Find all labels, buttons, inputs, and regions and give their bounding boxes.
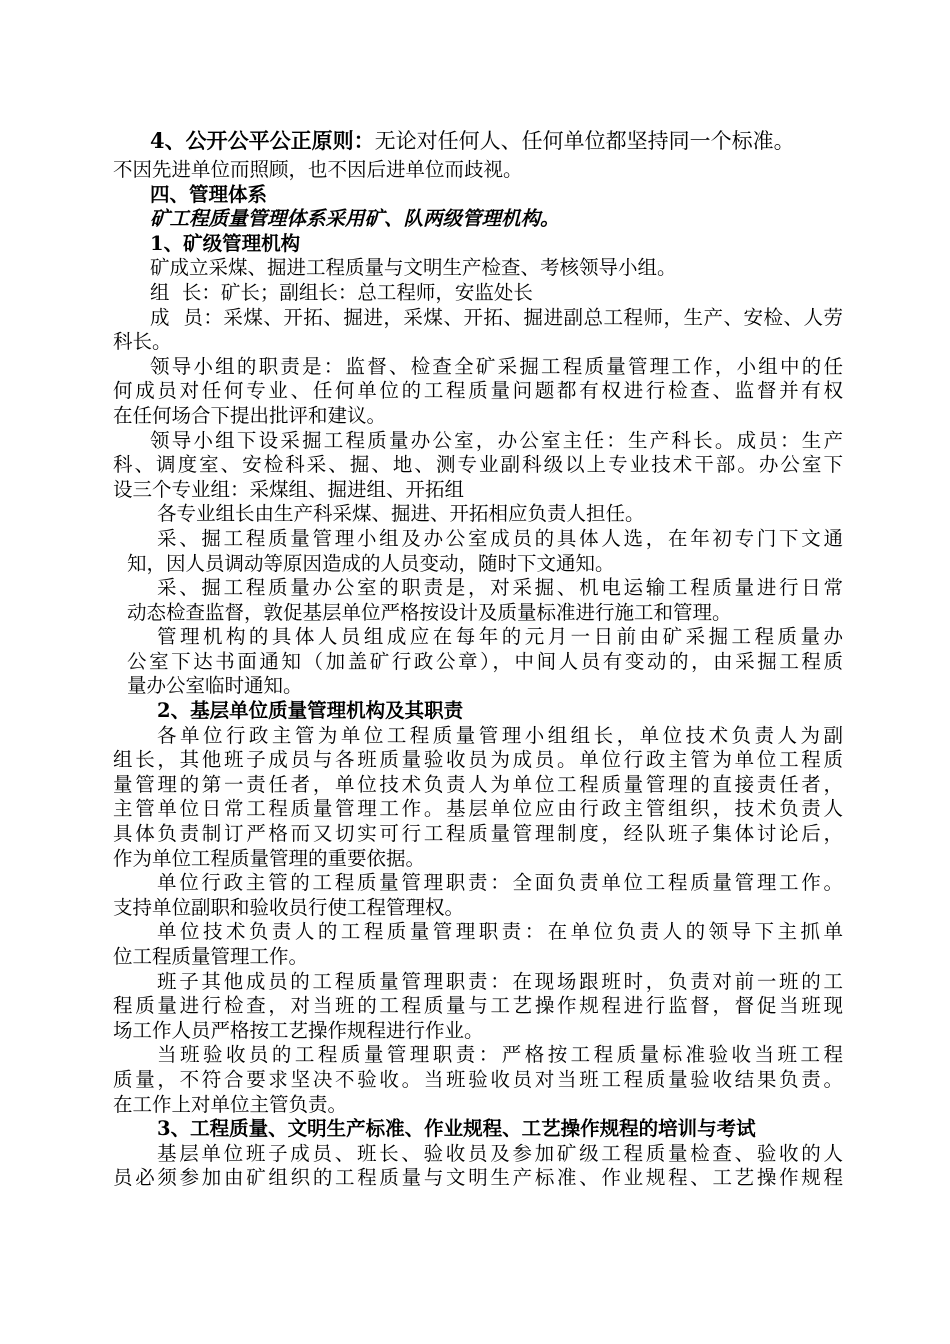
paragraph-continuation: 动态检查监督，敦促基层单位严格按设计及质量标准进行施工和管理。 <box>127 600 732 624</box>
section-3-title: 3、工程质量、文明生产标准、作业规程、工艺操作规程的培训与考试 <box>157 1117 756 1141</box>
section-4-title: 四、管理体系 <box>150 182 268 206</box>
paragraph-continuation: 位工程质量管理工作。 <box>113 945 309 968</box>
paragraph-continuation: 设三个专业组：采煤组、掘进组、开拓组 <box>113 477 465 501</box>
paragraph-continuation: 员必须参加由矿组织的工程质量与文明生产标准、作业规程、工艺操作规程 <box>113 1166 843 1190</box>
paragraph: 各单位行政主管为单位工程质量管理小组组长，单位技术负责人为副 <box>157 723 843 747</box>
paragraph: 管理机构的具体人员组成应在每年的元月一日前由矿采掘工程质量办 <box>157 625 843 649</box>
paragraph-continuation: 何成员对任何专业、任何单位的工程质量问题都有权进行检查、监督并有权 <box>113 379 843 403</box>
paragraph-continuation: 量管理的第一责任者，单位技术负责人为单位工程质量管理的直接责任者， <box>113 772 843 796</box>
paragraph: 各专业组长由生产科采煤、掘进、开拓相应负责人担任。 <box>157 502 645 526</box>
paragraph-continuation: 组长，其他班子成员与各班质量验收员为成员。单位行政主管为单位工程质 <box>113 748 843 772</box>
paragraph: 成 员：采煤、开拓、掘进，采煤、开拓、掘进副总工程师，生产、安检、人劳 <box>150 305 843 329</box>
paragraph: 领导小组的职责是：监督、检查全矿采掘工程质量管理工作，小组中的任 <box>150 354 843 378</box>
principle-4-text: 无论对任何人、任何单位都坚持同一个标准。 <box>374 129 795 153</box>
paragraph: 领导小组下设采掘工程质量办公室，办公室主任：生产科长。成员：生产 <box>150 428 843 452</box>
paragraph: 矿成立采煤、掘进工程质量与文明生产检查、考核领导小组。 <box>150 256 677 280</box>
paragraph-continuation: 在工作上对单位主管负责。 <box>113 1092 348 1116</box>
paragraph-continuation: 具体负责制订严格而又切实可行工程质量管理制度，经队班子集体讨论后， <box>113 822 843 846</box>
paragraph-continuation: 程质量进行检查，对当班的工程质量与工艺操作规程进行监督，督促当班现 <box>113 994 843 1018</box>
paragraph-continuation: 支持单位副职和验收员行使工程管理权。 <box>113 895 465 919</box>
paragraph-continuation: 量办公室临时通知。 <box>127 674 303 698</box>
paragraph: 单位行政主管的工程质量管理职责：全面负责单位工程质量管理工作。 <box>157 871 843 895</box>
paragraph: 基层单位班子成员、班长、验收员及参加矿级工程质量检查、验收的人 <box>157 1141 843 1165</box>
paragraph-continuation: 公室下达书面通知（加盖矿行政公章），中间人员有变动的，由采掘工程质 <box>127 649 843 673</box>
paragraph-continuation: 作为单位工程质量管理的重要依据。 <box>113 846 426 870</box>
paragraph-continuation: 科、调度室、安检科采、掘、地、测专业副科级以上专业技术干部。办公室下 <box>113 453 843 477</box>
principle-4-line <box>113 128 843 154</box>
paragraph-continuation: 科长。 <box>113 330 172 354</box>
system-intro: 矿工程质量管理体系采用矿、队两级管理机构。 <box>150 207 560 231</box>
paragraph: 组 长：矿长；副组长：总工程师，安监处长 <box>150 280 533 304</box>
principle-4-heading: 4、公开公平公正原则： <box>150 128 375 153</box>
paragraph: 当班验收员的工程质量管理职责：严格按工程质量标准验收当班工程 <box>157 1043 843 1067</box>
paragraph: 采、掘工程质量办公室的职责是，对采掘、机电运输工程质量进行日常 <box>157 576 843 600</box>
section-2-title: 2、基层单位质量管理机构及其职责 <box>157 699 464 723</box>
paragraph-continuation: 场工作人员严格按工艺操作规程进行作业。 <box>113 1018 484 1042</box>
principle-4-continuation: 不因先进单位而照顾，也不因后进单位而歧视。 <box>113 158 523 181</box>
section-1-title: 1、矿级管理机构 <box>150 231 301 255</box>
document-page <box>113 128 843 1191</box>
paragraph: 单位技术负责人的工程质量管理职责：在单位负责人的领导下主抓单 <box>157 920 843 944</box>
paragraph-continuation: 知，因人员调动等原因造成的人员变动，随时下文通知。 <box>127 551 615 575</box>
paragraph-continuation: 质量，不符合要求坚决不验收。当班验收员对当班工程质量验收结果负责。 <box>113 1067 843 1091</box>
paragraph-continuation: 主管单位日常工程质量管理工作。基层单位应由行政主管组织，技术负责人 <box>113 797 843 821</box>
paragraph-continuation: 在任何场合下提出批评和建议。 <box>113 403 387 427</box>
paragraph: 采、掘工程质量管理小组及办公室成员的具体人选，在年初专门下文通 <box>157 526 843 550</box>
paragraph: 班子其他成员的工程质量管理职责：在现场跟班时，负责对前一班的工 <box>157 969 843 993</box>
